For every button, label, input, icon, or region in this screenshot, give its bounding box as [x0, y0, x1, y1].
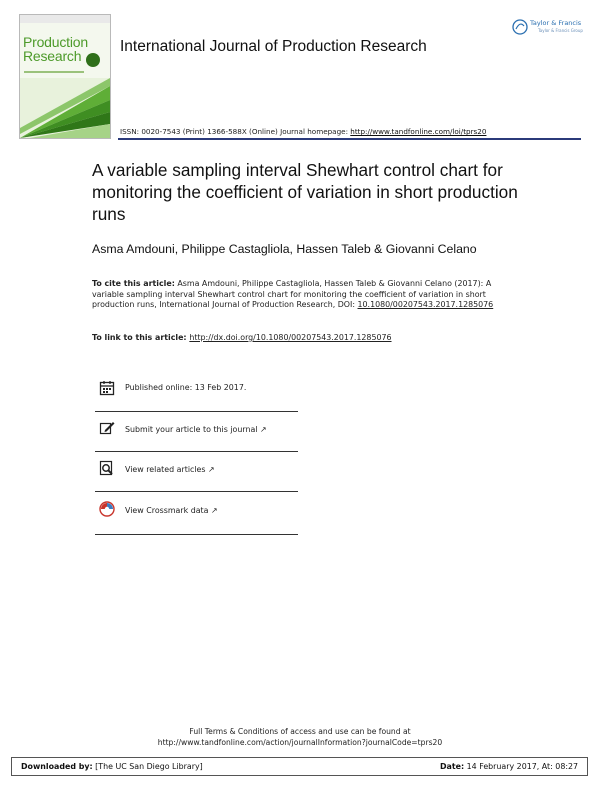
- issn-line: [120, 127, 486, 136]
- terms-url[interactable]: http://www.tandfonline.com/action/journalInformation?journalCode=tprs20: [157, 738, 443, 747]
- published-date: Published online: 13 Feb 2017.: [125, 383, 247, 392]
- article-authors: Asma Amdouni, Philippe Castagliola, Hassen Taleb & Giovanni Celano: [92, 242, 477, 256]
- downloaded-by-value: [The UC San Diego Library]: [92, 762, 203, 771]
- cover-graphic: [20, 78, 110, 138]
- crossmark-icon: [99, 501, 115, 517]
- edit-icon: [99, 420, 115, 436]
- journal-title: International Journal of Production Research: [120, 38, 427, 55]
- external-link-icon: ↗: [211, 506, 218, 515]
- cite-label: To cite this article:: [92, 279, 175, 288]
- citation-block: [92, 279, 512, 311]
- search-document-icon: [99, 460, 115, 476]
- journal-homepage-link[interactable]: http://www.tandfonline.com/loi/tprs20: [350, 127, 487, 136]
- link-label: To link to this article:: [92, 333, 190, 342]
- publisher-logo-text: Taylor & Francis: [530, 19, 582, 27]
- doi-link[interactable]: 10.1080/00207543.2017.1285076: [357, 300, 494, 309]
- calendar-icon: [99, 380, 115, 396]
- submit-article-link[interactable]: Submit your article to this journal ↗: [125, 425, 267, 434]
- link-line: [92, 333, 392, 342]
- external-link-icon: ↗: [260, 425, 267, 434]
- terms-line: Full Terms & Conditions of access and use can be found at: [189, 727, 411, 736]
- article-link[interactable]: http://dx.doi.org/10.1080/00207543.2017.1285076: [189, 333, 392, 342]
- divider: [95, 491, 298, 492]
- cite-text: Asma Amdouni, Philippe Castagliola, Hassen Taleb & Giovanni Celano (2017): A variable sampling interval Shewhart control chart for monitoring the coefficient of variation in short production runs, International Journal of Production Research, DOI:: [92, 279, 492, 309]
- published-row: [95, 379, 298, 403]
- cover-top-band: [20, 15, 110, 23]
- divider: [95, 534, 298, 535]
- crossmark-row[interactable]: [95, 499, 298, 523]
- download-date-value: 14 February 2017, At: 08:27: [464, 762, 579, 771]
- publisher-logo-subtext: Taylor & Francis Group: [538, 28, 583, 33]
- related-articles-link[interactable]: View related articles ↗: [125, 465, 215, 474]
- related-row[interactable]: [95, 459, 298, 483]
- crossmark-link[interactable]: View Crossmark data ↗: [125, 506, 218, 515]
- cover-badge: [86, 53, 100, 67]
- cover-subtitle-bar: [24, 71, 84, 73]
- issn-text: ISSN: 0020-7543 (Print) 1366-588X (Online) Journal homepage:: [120, 127, 351, 136]
- cover-title: Production Research: [23, 34, 88, 64]
- header-divider: [118, 138, 581, 140]
- external-link-icon: ↗: [208, 465, 215, 474]
- divider: [95, 451, 298, 452]
- article-title: A variable sampling interval Shewhart control chart for monitoring the coefficient of variation in short production runs: [92, 160, 518, 224]
- downloaded-by: Downloaded by: [The UC San Diego Library]: [21, 762, 203, 771]
- download-date: Date: 14 February 2017, At: 08:27: [440, 762, 579, 771]
- divider: [95, 411, 298, 412]
- submit-row[interactable]: [95, 419, 298, 443]
- journal-cover-image: [19, 14, 111, 139]
